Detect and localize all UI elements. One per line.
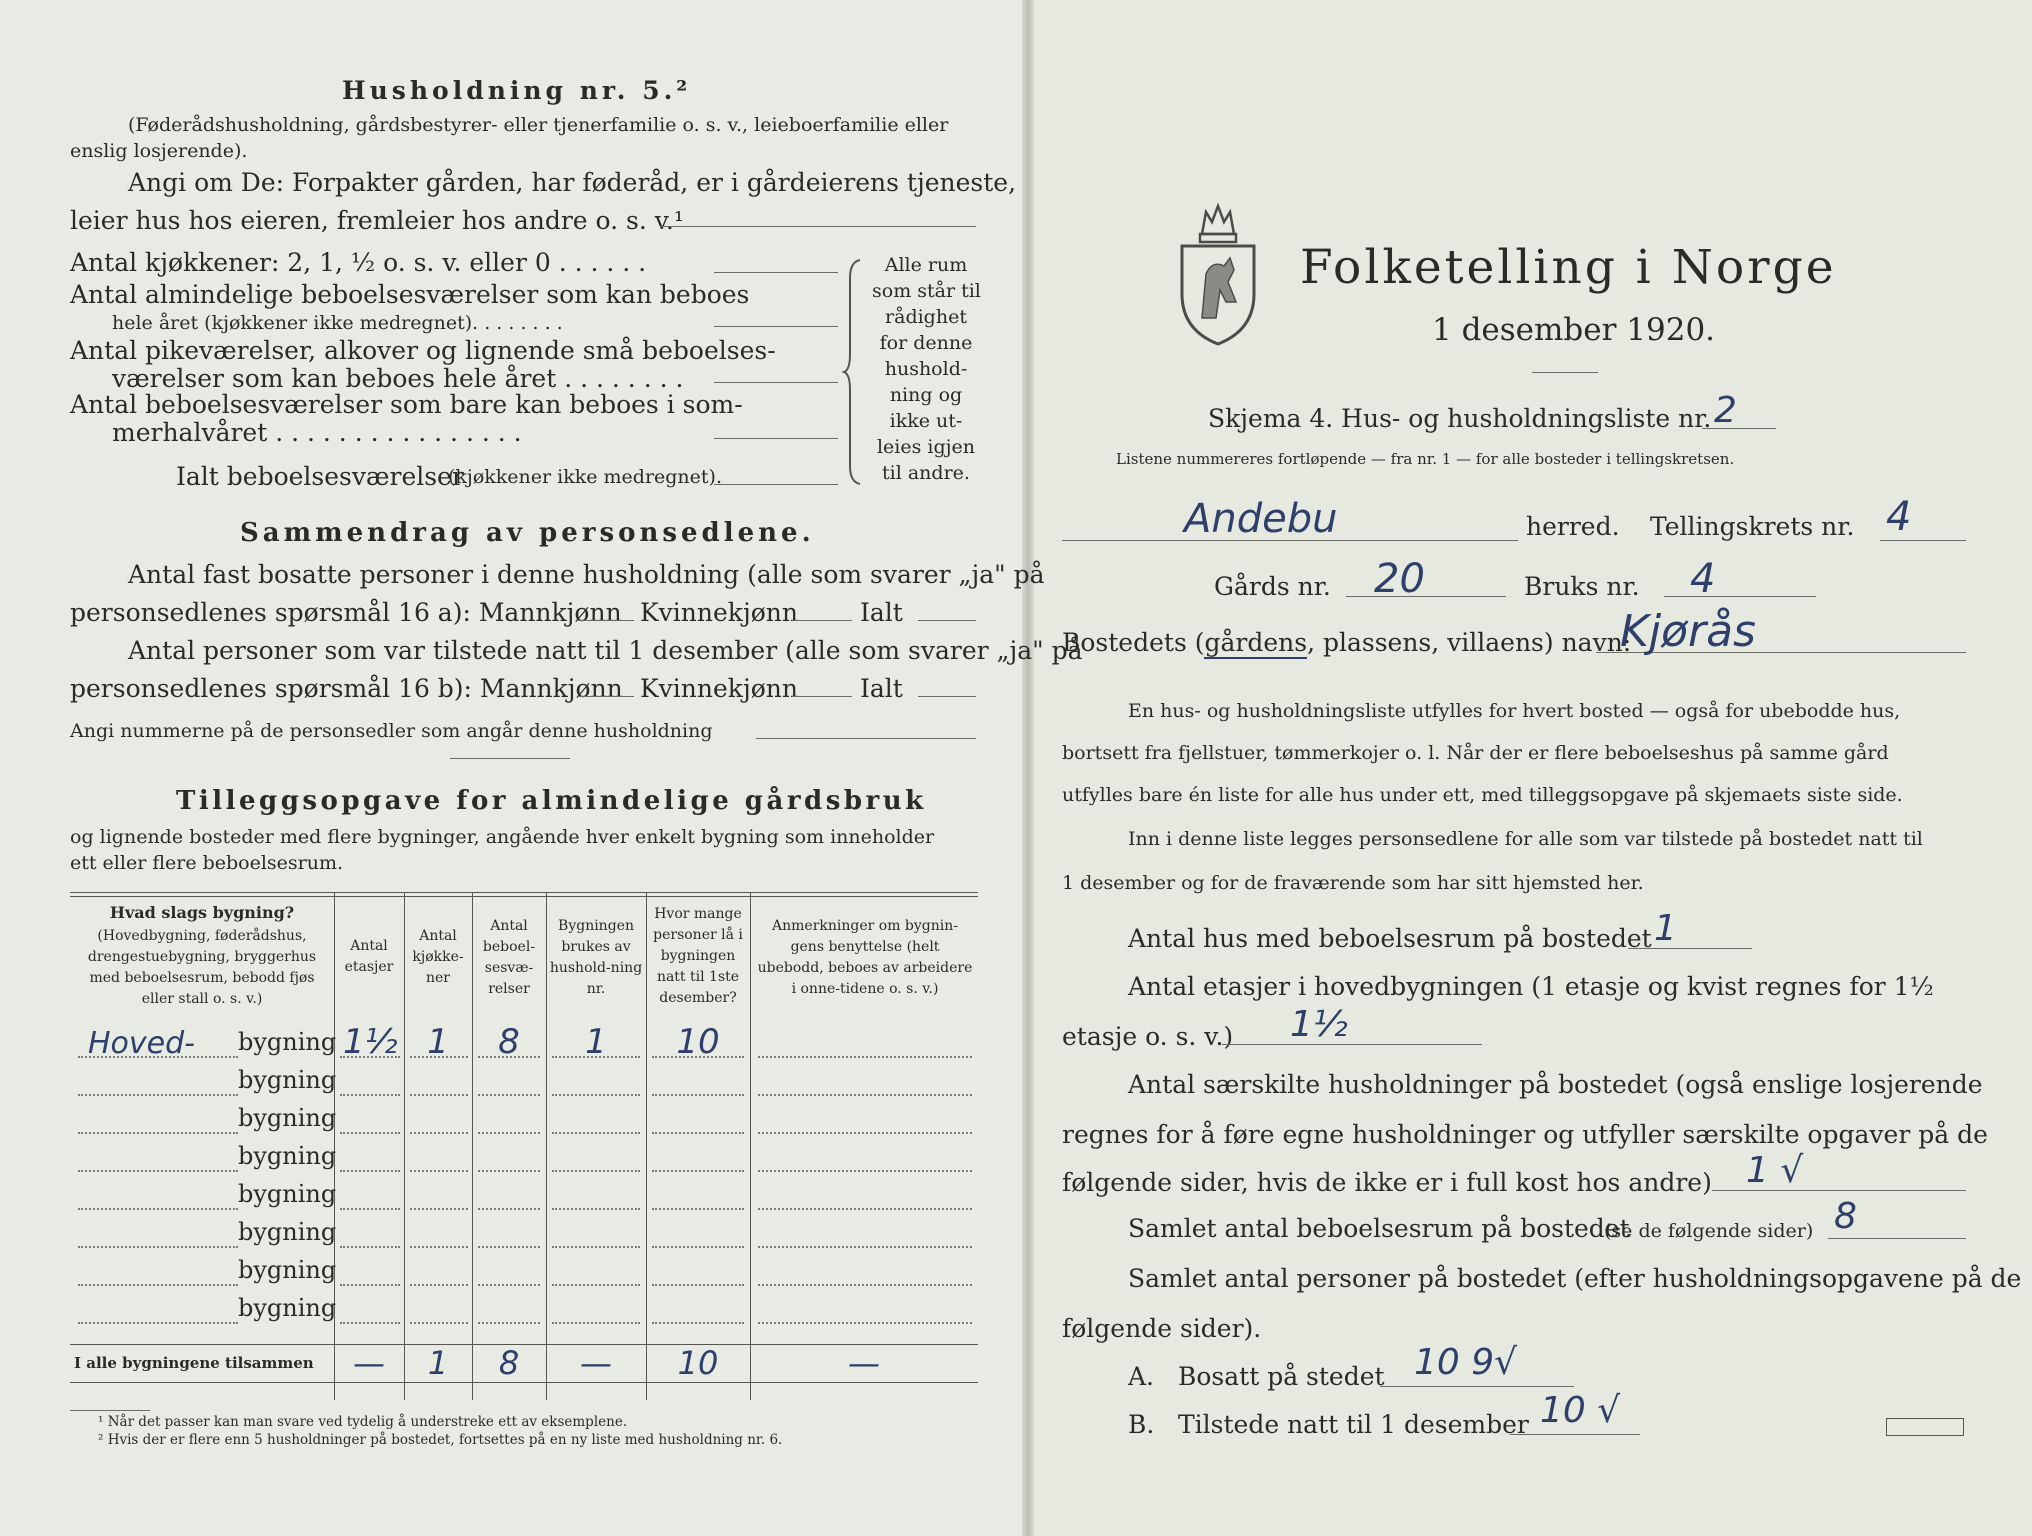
document-date: 1 desember 1920. (1432, 312, 1716, 348)
col-building-title: Hvad slags bygning? (109, 903, 295, 922)
cell-dotted-line (478, 1284, 540, 1286)
household-title: Husholdning nr. 5.² (342, 76, 692, 105)
cell-dotted-line (410, 1208, 468, 1210)
row1-cell: 10 (676, 1022, 720, 1062)
b-value: 10 √ (1540, 1390, 1621, 1431)
cell-dotted-line (652, 1132, 744, 1134)
cell-dotted-line (478, 1246, 540, 1248)
cell-dotted-line (340, 1132, 400, 1134)
floors-value: 1½ (1290, 1004, 1348, 1045)
row1-cell: 1 (585, 1022, 607, 1062)
supplement-subtitle-1: og lignende bosteder med flere bygninger, angående hver enkelt bygning som inneholder (70, 826, 935, 848)
cell-dotted-line (478, 1208, 540, 1210)
numbers-line: Angi nummerne på de personsedler som angår denne husholdning (70, 720, 713, 742)
numbers-divider (450, 758, 570, 759)
instruction-3: utfylles bare én liste for alle hus under ett, med tilleggsopgave på skjemaets siste side. (1062, 784, 1903, 806)
row-building-label: bygning (238, 1142, 337, 1170)
b-label: B. (1128, 1410, 1155, 1439)
rooms-total-answer-line (1828, 1238, 1966, 1239)
a-answer-line (1380, 1386, 1574, 1387)
brace-note-line: for denne (879, 332, 973, 354)
cell-dotted-line (410, 1170, 468, 1172)
summary-a-ialt-label: Ialt (860, 598, 903, 627)
cell-dotted-line (758, 1284, 972, 1286)
cell-dotted-line (652, 1246, 744, 1248)
brace-note-line: hushold- (884, 358, 968, 380)
col-kitchens: Antal kjøkke-ner (412, 928, 464, 986)
col-rooms: Antal beboel-sesvæ-relser (482, 918, 536, 997)
summary-b-female-line (792, 696, 852, 697)
brace-note-line: leies igjen (876, 436, 976, 458)
question-line-1: Angi om De: Forpakter gården, har føderåd, er i gårdeierens tjeneste, (128, 168, 1017, 197)
schema-number: 2 (1714, 390, 1737, 431)
row-building-label: bygning (238, 1294, 337, 1322)
cell-dotted-line (478, 1322, 540, 1324)
cell-dotted-line (758, 1056, 972, 1058)
total-rooms-answer-line (714, 484, 838, 485)
total-rooms-label: Ialt beboelsesværelser (176, 462, 464, 491)
cell-dotted-line (478, 1170, 540, 1172)
a-label: A. (1128, 1362, 1155, 1391)
bruks-label: Bruks nr. (1524, 572, 1640, 601)
summary-b-line-1: Antal personer som var tilstede natt til 1 desember (alle som svarer „ja" på (128, 636, 1083, 665)
table-top-rule (70, 892, 978, 893)
gards-answer-line (1346, 596, 1506, 597)
row-dotted-line (78, 1094, 238, 1096)
cell-dotted-line (340, 1094, 400, 1096)
summary-b-male-line (578, 696, 634, 697)
brace-note-line: til andre. (882, 462, 970, 484)
row1-cell: 1 (427, 1022, 449, 1062)
instruction-4: Inn i denne liste legges personsedlene for alle som var tilstede på bostedet natt til (1128, 828, 1923, 850)
kitchens-label: Antal kjøkkener: 2, 1, ½ o. s. v. eller 0 . . . . . . (70, 248, 647, 277)
supplement-title: Tilleggsopgave for almindelige gårdsbruk (176, 786, 927, 816)
floors-line-1: Antal etasjer i hovedbygningen (1 etasje og kvist regnes for 1½ (1128, 972, 1934, 1001)
cell-dotted-line (758, 1132, 972, 1134)
b-answer-line (1510, 1434, 1640, 1435)
row-dotted-line (78, 1246, 238, 1248)
row-building-label: bygning (238, 1028, 337, 1056)
summary-a-female-line (792, 620, 852, 621)
households-line-3: følgende sider, hvis de ikke er i full kost hos andre) (1062, 1168, 1712, 1197)
schema-label: Skjema 4. Hus- og husholdningsliste nr. (1208, 404, 1712, 433)
cell-dotted-line (410, 1284, 468, 1286)
cell-dotted-line (410, 1322, 468, 1324)
summary-title: Sammendrag av personsedlene. (240, 518, 815, 548)
question-line-2: leier hus hos eieren, fremleier hos andre o. s. v.¹ (70, 206, 684, 235)
cell-dotted-line (478, 1094, 540, 1096)
households-line-1: Antal særskilte husholdninger på bostedet (også enslige losjerende (1128, 1070, 1983, 1099)
summary-b-ialt-line (918, 696, 976, 697)
cell-dotted-line (410, 1094, 468, 1096)
kitchens-answer-line (714, 272, 838, 273)
bosted-gardens-underlined: gårdens (1204, 628, 1308, 657)
cell-dotted-line (552, 1208, 640, 1210)
row1-cell: 8 (498, 1022, 520, 1062)
brace-note-line: som står til (872, 280, 981, 302)
tellingskrets-number: 4 (1886, 494, 1912, 540)
row-dotted-line (78, 1132, 238, 1134)
coat-of-arms-icon (1176, 198, 1260, 346)
instruction-5: 1 desember og for de fraværende som har sitt hjemsted her. (1062, 872, 1644, 894)
a-value: 10 9√ (1414, 1342, 1518, 1383)
printer-stamp (1886, 1418, 1964, 1436)
cell-dotted-line (552, 1322, 640, 1324)
cell-dotted-line (758, 1170, 972, 1172)
rooms-total-label: Samlet antal beboelsesrum på bostedet (1128, 1214, 1630, 1243)
building-table (70, 892, 978, 1400)
brace-note-line: ning og (889, 384, 963, 406)
cell-dotted-line (552, 1132, 640, 1134)
persons-line-2: følgende sider). (1062, 1314, 1262, 1343)
footnote-1: ¹ Når det passer kan man svare ved tydelig å understreke ett av eksemplene. (98, 1414, 628, 1430)
cell-dotted-line (652, 1322, 744, 1324)
total-cell: 10 (677, 1344, 719, 1382)
cell-dotted-line (340, 1208, 400, 1210)
row1-cell: 1½ (343, 1022, 398, 1062)
bosted-rest: , plassens, villaens) navn: (1307, 628, 1632, 657)
tellingskrets-answer-line (1880, 540, 1966, 541)
rooms-yearround-label-2: hele året (kjøkkener ikke medregnet). . . . . . . . (112, 312, 563, 334)
total-cell: — (353, 1344, 385, 1382)
maid-rooms-answer-line (714, 382, 838, 383)
total-cell: — (580, 1344, 612, 1382)
cell-dotted-line (758, 1246, 972, 1248)
row-dotted-line (78, 1284, 238, 1286)
row-dotted-line (78, 1170, 238, 1172)
cell-dotted-line (340, 1284, 400, 1286)
cell-dotted-line (758, 1094, 972, 1096)
footnote-2: ² Hvis der er flere enn 5 husholdninger på bostedet, fortsettes på en ny liste med husholdning nr. 6. (98, 1432, 783, 1448)
cell-dotted-line (410, 1246, 468, 1248)
total-rooms-note: (kjøkkener ikke medregnet). (448, 466, 722, 488)
numbers-answer-line (756, 738, 976, 739)
summary-a-ialt-line (918, 620, 976, 621)
instruction-2: bortsett fra fjellstuer, tømmerkojer o. l. Når der er flere beboelseshus på samme gård (1062, 742, 1889, 764)
row-dotted-line (78, 1322, 238, 1324)
tellingskrets-label: Tellingskrets nr. (1650, 512, 1855, 541)
col-remarks: Anmerkninger om bygnin-gens benyttelse (helt ubebodd, beboes av arbeidere i onne-tidene o. s. v.) (757, 918, 973, 997)
rooms-yearround-label: Antal almindelige beboelsesværelser som kan beboes (70, 280, 750, 309)
cell-dotted-line (340, 1170, 400, 1172)
cell-dotted-line (410, 1132, 468, 1134)
row-building-label: bygning (238, 1180, 337, 1208)
household-note: (Føderådshusholdning, gårdsbestyrer- eller tjenerfamilie o. s. v., leieboerfamilie eller (128, 114, 949, 136)
summer-rooms-label: Antal beboelsesværelser som bare kan beboes i som- (70, 390, 743, 419)
brace-note-line: rådighet (885, 306, 967, 328)
maid-rooms-label: Antal pikeværelser, alkover og lignende små beboelses- (70, 336, 776, 365)
row1-building-type: Hoved- (88, 1026, 195, 1061)
floors-line-2: etasje o. s. v.) (1062, 1022, 1234, 1051)
b-text: Tilstede natt til 1 desember (1178, 1410, 1529, 1439)
floors-answer-line (1222, 1044, 1482, 1045)
table-bottom-rule (70, 1382, 978, 1383)
title-divider (1532, 372, 1598, 373)
cell-dotted-line (340, 1246, 400, 1248)
summary-a-line-2: personsedlenes spørsmål 16 a): Mannkjønn (70, 598, 622, 627)
cell-dotted-line (758, 1208, 972, 1210)
herred-name: Andebu (1184, 496, 1338, 542)
herred-label: herred. (1526, 512, 1620, 541)
bosted-prefix: Bostedets ( (1062, 628, 1205, 657)
summary-a-female-label: Kvinnekjønn (640, 598, 798, 627)
total-label: I alle bygningene tilsammen (74, 1354, 314, 1372)
herred-answer-line (1062, 540, 1518, 541)
gards-label: Gårds nr. (1214, 572, 1331, 601)
numbering-note: Listene nummereres fortløpende — fra nr. 1 — for alle bosteder i tellingskretsen. (1116, 450, 1735, 468)
cell-dotted-line (552, 1246, 640, 1248)
summer-rooms-label-2: merhalvåret . . . . . . . . . . . . . . . . (112, 418, 522, 447)
houses-answer-line (1628, 948, 1752, 949)
question-answer-line (660, 226, 976, 227)
cell-dotted-line (652, 1208, 744, 1210)
page-fold (1022, 0, 1034, 1536)
cell-dotted-line (758, 1322, 972, 1324)
brace-icon (842, 258, 866, 486)
instruction-1: En hus- og husholdningsliste utfylles for hvert bosted — også for ubebodde hus, (1128, 700, 1901, 722)
brace-note (872, 252, 980, 486)
cell-dotted-line (552, 1170, 640, 1172)
cell-dotted-line (340, 1322, 400, 1324)
rooms-total-value: 8 (1834, 1196, 1857, 1237)
total-cell: 8 (498, 1344, 520, 1382)
brace-note-line: Alle rum (884, 254, 968, 276)
row-building-label: bygning (238, 1256, 337, 1284)
col-floors: Antal etasjer (344, 938, 394, 975)
brace-note-line: ikke ut- (889, 410, 963, 432)
summer-rooms-answer-line (714, 438, 838, 439)
households-value: 1 √ (1746, 1150, 1804, 1191)
col-divider-6 (750, 892, 751, 1400)
row-building-label: bygning (238, 1218, 337, 1246)
cell-dotted-line (552, 1284, 640, 1286)
summary-a-line-1: Antal fast bosatte personer i denne husholdning (alle som svarer „ja" på (128, 560, 1045, 589)
summary-b-female-label: Kvinnekjønn (640, 674, 798, 703)
summary-a-male-line (578, 620, 634, 621)
bosted-name: Kjørås (1620, 606, 1756, 657)
households-line-2: regnes for å føre egne husholdninger og utfyller særskilte opgaver på de (1062, 1120, 1988, 1149)
row-dotted-line (78, 1208, 238, 1210)
houses-value: 1 (1654, 908, 1677, 949)
col-persons: Hvor mange personer lå i bygningen natt til 1ste desember? (653, 906, 743, 1006)
household-note-2: enslig losjerende). (70, 140, 248, 162)
total-cell: — (848, 1344, 880, 1382)
table-top-rule-2 (70, 896, 978, 897)
bosted-label (1062, 628, 1631, 657)
summary-b-line-2: personsedlenes spørsmål 16 b): Mannkjønn (70, 674, 623, 703)
persons-line-1: Samlet antal personer på bostedet (efter husholdningsopgavene på de (1128, 1264, 2022, 1293)
row-building-label: bygning (238, 1104, 337, 1132)
cell-dotted-line (478, 1132, 540, 1134)
row-building-label: bygning (238, 1066, 337, 1094)
document-title: Folketelling i Norge (1300, 240, 1837, 295)
houses-label: Antal hus med beboelsesrum på bostedet (1128, 924, 1652, 953)
rooms-total-note: (se de følgende sider) (1604, 1220, 1814, 1242)
bruks-answer-line (1664, 596, 1816, 597)
footnote-rule (70, 1410, 150, 1411)
a-text: Bosatt på stedet (1178, 1362, 1385, 1391)
summary-b-ialt-label: Ialt (860, 674, 903, 703)
maid-rooms-label-2: værelser som kan beboes hele året . . . . . . . . (112, 364, 684, 393)
total-cell: 1 (427, 1344, 449, 1382)
bruks-number: 4 (1690, 556, 1716, 602)
rooms-yearround-answer-line (714, 326, 838, 327)
cell-dotted-line (652, 1284, 744, 1286)
supplement-subtitle-2: ett eller flere beboelsesrum. (70, 852, 344, 874)
cell-dotted-line (652, 1170, 744, 1172)
cell-dotted-line (652, 1094, 744, 1096)
col-building-sub: (Hovedbygning, føderådshus, drengestuebygning, bryggerhus med beboelsesrum, bebodd fjøs eller stall o. s. v.) (87, 928, 317, 1007)
gards-number: 20 (1374, 556, 1425, 602)
col-household: Bygningen brukes av hushold-ning nr. (549, 918, 643, 997)
cell-dotted-line (552, 1094, 640, 1096)
